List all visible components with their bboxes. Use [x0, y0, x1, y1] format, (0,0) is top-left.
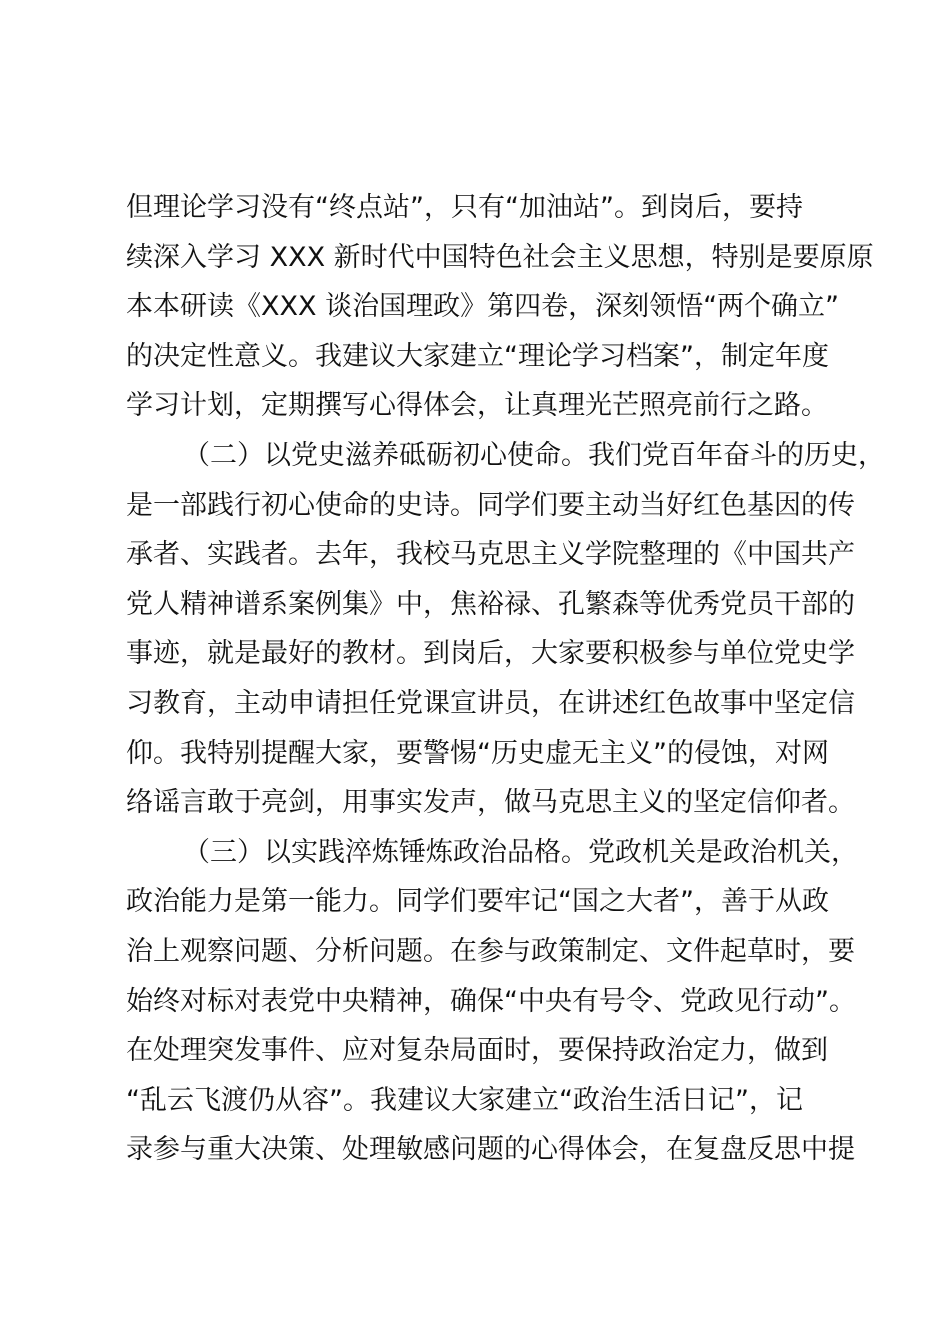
text-line: 事迹，就是最好的教材。到岗后，大家要积极参与单位党史学 — [126, 638, 855, 670]
text-line: 是一部践行初心使命的史诗。同学们要主动当好红色基因的传 — [126, 489, 855, 521]
text-line: 录参与重大决策、处理敏感问题的心得体会，在复盘反思中提 — [126, 1134, 855, 1166]
body-text — [126, 183, 885, 1175]
text-line: 习教育，主动申请担任党课宣讲员，在讲述红色故事中坚定信 — [126, 687, 855, 719]
text-line: 始终对标对表党中央精神，确保“中央有号令、党政见行动”。 — [126, 985, 856, 1017]
paragraph-heading-3: （三）以实践淬炼锤炼政治品格。党政机关是政治机关， — [183, 836, 858, 868]
text-line: 续深入学习 XXX 新时代中国特色社会主义思想，特别是要原原 — [126, 241, 874, 273]
text-line: 学习计划，定期撰写心得体会，让真理光芒照亮前行之路。 — [126, 390, 828, 422]
text-line: 本本研读《XXX 谈治国理政》第四卷，深刻领悟“两个确立” — [126, 291, 840, 323]
text-line: 党人精神谱系案例集》中，焦裕禄、孔繁森等优秀党员干部的 — [126, 588, 855, 620]
text-line: 络谣言敢于亮剑，用事实发声，做马克思主义的坚定信仰者。 — [126, 787, 855, 819]
text-line: 在处理突发事件、应对复杂局面时，要保持政治定力，做到 — [126, 1035, 828, 1067]
text-line: 但理论学习没有“终点站”，只有“加油站”。到岗后，要持 — [126, 192, 803, 223]
text-line: 政治能力是第一能力。同学们要牢记“国之大者”，善于从政 — [126, 886, 829, 918]
text-line: 仰。我特别提醒大家，要警惕“历史虚无主义”的侵蚀，对网 — [126, 737, 829, 769]
text-line: 治上观察问题、分析问题。在参与政策制定、文件起草时，要 — [126, 935, 855, 967]
paragraph-heading-2: （二）以党史滋养砥砺初心使命。我们党百年奋斗的历史， — [183, 439, 885, 471]
text-line: 的决定性意义。我建议大家建立“理论学习档案”，制定年度 — [126, 340, 829, 372]
text-line: “乱云飞渡仍从容”。我建议大家建立“政治生活日记”，记 — [126, 1084, 803, 1116]
text-line: 承者、实践者。去年，我校马克思主义学院整理的《中国共产 — [126, 539, 855, 571]
